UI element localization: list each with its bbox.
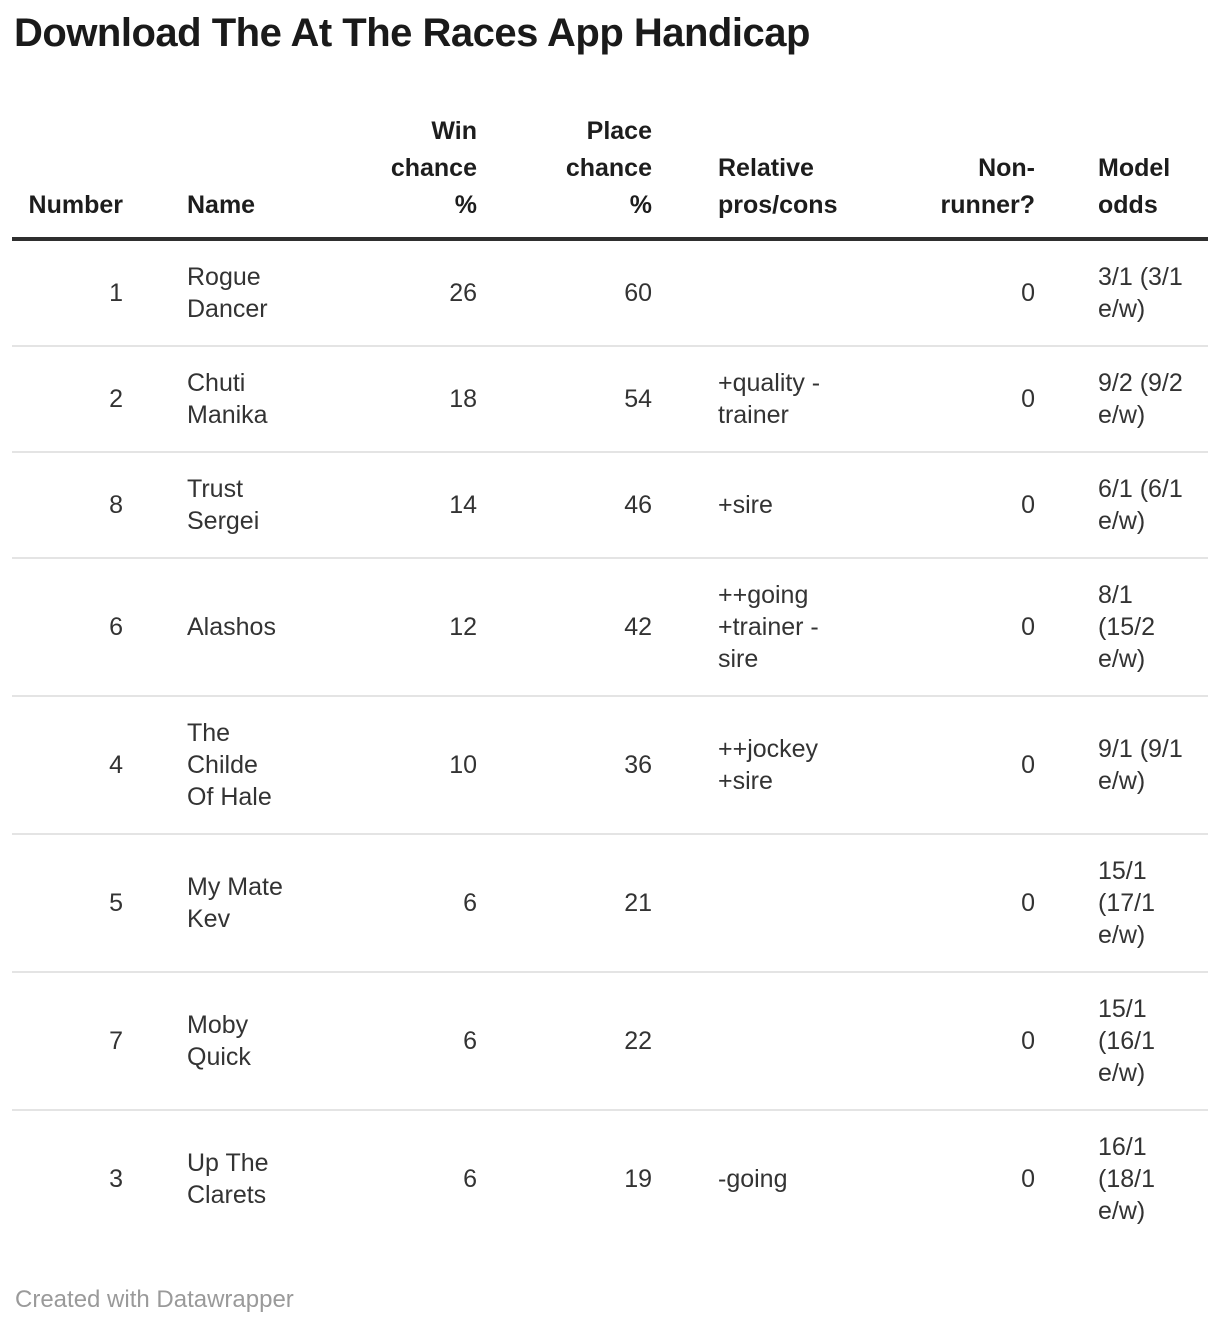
cell-name: My Mate Kev [123,834,327,972]
cell-name: Chuti Manika [123,346,327,452]
cell-win-chance: 6 [327,834,477,972]
cell-place-chance: 60 [624,279,652,307]
cell-model-odds: 9/1 (9/1 e/w) [1035,696,1208,834]
table-row [12,558,1208,696]
column-header-non-runner: Non-runner? [844,56,1035,239]
cell-model-odds: 15/1 (17/1 e/w) [1035,834,1208,972]
cell-non-runner: 0 [844,452,1035,558]
cell-pros-cons: ++going +trainer -sire [652,558,844,696]
cell-non-runner: 0 [844,834,1035,972]
cell-number: 5 [12,834,123,972]
cell-non-runner: 0 [1021,279,1035,307]
table-row [12,452,1208,558]
table-row [12,696,1208,834]
cell-win-chance: 14 [327,452,477,558]
cell-pros-cons: +sire [652,452,844,558]
cell-non-runner: 0 [844,696,1035,834]
cell-non-runner: 0 [844,346,1035,452]
cell-win-chance: 12 [327,558,477,696]
cell-pros-cons [652,239,844,346]
cell-place-chance: 54 [477,346,652,452]
column-header-win-chance: Win chance % [327,56,477,239]
cell-win-chance: 10 [327,696,477,834]
table-header-row [12,56,1208,239]
cell-win-chance: 18 [327,346,477,452]
cell-number: 2 [12,346,123,452]
cell-model-odds: 6/1 (6/1 e/w) [1035,452,1208,558]
column-header-number: Number [12,56,123,239]
table-row [12,1110,1208,1247]
column-header-model-odds: Model odds [1035,56,1208,239]
cell-model-odds: 16/1 (18/1 e/w) [1035,1110,1208,1247]
column-header-place-chance: Place chance % [477,56,652,239]
table-row [12,834,1208,972]
cell-pros-cons [652,834,844,972]
page-title: Download The At The Races App Handicap [14,11,810,55]
cell-model-odds: 8/1 (15/2 e/w) [1035,558,1208,696]
cell-name: Alashos [123,558,327,696]
cell-name: Moby Quick [123,972,327,1110]
cell-name: Trust Sergei [123,452,327,558]
cell-number: 6 [12,558,123,696]
table-row [12,239,1208,346]
cell-place-chance: 46 [477,452,652,558]
cell-model-odds: 15/1 (16/1 e/w) [1035,972,1208,1110]
cell-win-chance: 6 [327,972,477,1110]
cell-number: 1 [109,279,123,307]
cell-pros-cons [652,972,844,1110]
cell-win-chance: 6 [327,1110,477,1247]
cell-number: 3 [12,1110,123,1247]
cell-place-chance: 42 [477,558,652,696]
cell-place-chance: 36 [477,696,652,834]
datawrapper-table-embed [0,10,1220,1326]
column-header-pros-cons: Relative pros/cons [652,56,844,239]
cell-non-runner: 0 [844,558,1035,696]
column-header-name: Name [123,56,327,239]
cell-pros-cons: ++jockey +sire [652,696,844,834]
cell-number: 4 [12,696,123,834]
cell-pros-cons: +quality -trainer [652,346,844,452]
datawrapper-credit-link[interactable]: Created with Datawrapper [15,1286,294,1313]
handicap-table [12,56,1208,1247]
cell-win-chance: 26 [449,279,477,307]
cell-place-chance: 19 [477,1110,652,1247]
cell-pros-cons: -going [652,1110,844,1247]
table-row [12,972,1208,1110]
cell-number: 7 [12,972,123,1110]
cell-non-runner: 0 [844,972,1035,1110]
cell-name: Up The Clarets [123,1110,327,1247]
cell-model-odds: 9/2 (9/2 e/w) [1035,346,1208,452]
cell-name: Rogue Dancer [187,263,268,323]
cell-place-chance: 21 [477,834,652,972]
cell-name: The Childe Of Hale [123,696,327,834]
cell-place-chance: 22 [477,972,652,1110]
cell-number: 8 [12,452,123,558]
cell-model-odds: 3/1 (3/1 e/w) [1098,263,1183,323]
cell-non-runner: 0 [844,1110,1035,1247]
table-row [12,346,1208,452]
